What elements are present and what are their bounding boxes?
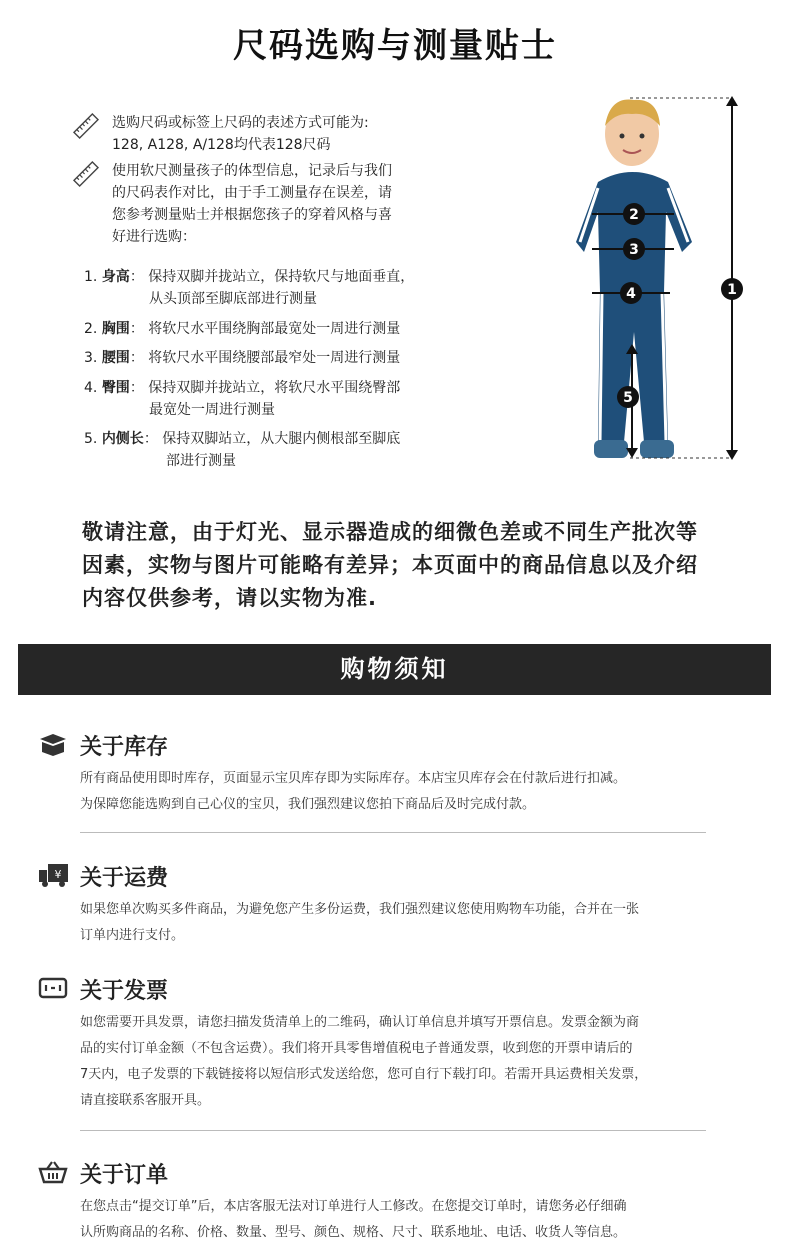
section-body-stock: 所有商品使用即时库存，页面显示宝贝库存即为实际库存。本店宝贝库存会在付款后进行扣减。 为保障您能选购到自己心仪的宝贝，我们强烈建议您拍下商品后及时完成付款。 xyxy=(80,771,627,812)
shopping-notice-banner: 购物须知 xyxy=(18,644,771,695)
tip-measure xyxy=(72,160,432,248)
svg-text:5: 5 xyxy=(623,390,633,406)
ruler-icon xyxy=(72,112,100,140)
yen-symbol: ¥ xyxy=(54,868,62,881)
tip-line: 的尺码表作对比，由于手工测量存在误差，请 xyxy=(112,185,392,201)
svg-text:1: 1 xyxy=(727,282,737,298)
tip-line: 好进行选购： xyxy=(112,229,196,245)
tip-line: 选购尺码或标签上尺码的表述方式可能为: xyxy=(112,115,369,131)
step-waist: 3. 腰围： 将软尺水平围绕腰部最窄处一周进行测量 xyxy=(84,350,401,366)
tip-line: 您参考测量贴士并根据您孩子的穿着风格与喜 xyxy=(112,207,392,223)
tip-label-format xyxy=(72,112,432,156)
ruler-icon xyxy=(72,160,100,188)
box-icon xyxy=(38,733,68,757)
basket-icon xyxy=(38,1160,68,1184)
invoice-icon xyxy=(38,977,68,999)
measurement-figure xyxy=(550,92,750,484)
svg-text:4: 4 xyxy=(626,286,636,302)
section-title-shipping: 关于运费 xyxy=(80,866,169,891)
right-shoe xyxy=(640,440,674,458)
tip-line: 128, A128, A/128均代表128尺码 xyxy=(112,137,331,153)
left-shoe xyxy=(594,440,628,458)
step-height: 1. 身高： 保持双脚并拢站立，保持软尺与地面垂直， 从头顶部至脚底部进行测量 xyxy=(84,269,415,307)
section-title-order: 关于订单 xyxy=(80,1163,169,1188)
svg-text:2: 2 xyxy=(629,207,639,223)
step-chest: 2. 胸围： 将软尺水平围绕胸部最宽处一周进行测量 xyxy=(84,321,401,337)
svg-text:3: 3 xyxy=(629,242,639,258)
step-hip: 4. 臀围： 保持双脚并拢站立，将软尺水平围绕臀部 最宽处一周进行测量 xyxy=(84,380,401,418)
section-title-invoice: 关于发票 xyxy=(80,979,169,1004)
color-notice: 敬请注意，由于灯光、显示器造成的细微色差或不同生产批次等 因素，实物与图片可能略有差异；本页面中的商品信息以及介绍 内容仅供参考，请以实物为准. xyxy=(82,520,698,610)
page-title: 尺码选购与测量贴士 xyxy=(233,26,557,66)
divider xyxy=(80,1130,706,1131)
truck-icon xyxy=(38,862,70,888)
section-body-order: 在您点击“提交订单”后，本店客服无法对订单进行人工修改。在您提交订单时，请您务必仔细确 认所购商品的名称、价格、数量、型号、颜色、规格、尺寸、联系地址、电话、收货人等信息。 xyxy=(80,1199,627,1240)
divider xyxy=(80,832,706,833)
child-jacket xyxy=(576,172,692,292)
tip-line: 使用软尺测量孩子的体型信息，记录后与我们 xyxy=(112,163,392,179)
step-inseam: 5. 内侧长： 保持双脚站立，从大腿内侧根部至脚底 部进行测量 xyxy=(84,431,401,469)
section-body-shipping: 如果您单次购买多件商品，为避免您产生多份运费，我们强烈建议您使用购物车功能，合并在一张 订单内进行支付。 xyxy=(80,902,640,943)
section-body-invoice: 如您需要开具发票，请您扫描发货清单上的二维码，确认订单信息并填写开票信息。发票金额为商 品的实付订单金额（不包含运费）。我们将开具零售增值税电子普通发票，收到您的开票申请后的 7天内，电子发票的下载链接将以短信形式发送给您，您可自行下载打印。若需开具运费相关发票， 请直接联系客服开具。 xyxy=(80,1015,648,1108)
section-title-stock: 关于库存 xyxy=(80,735,169,760)
